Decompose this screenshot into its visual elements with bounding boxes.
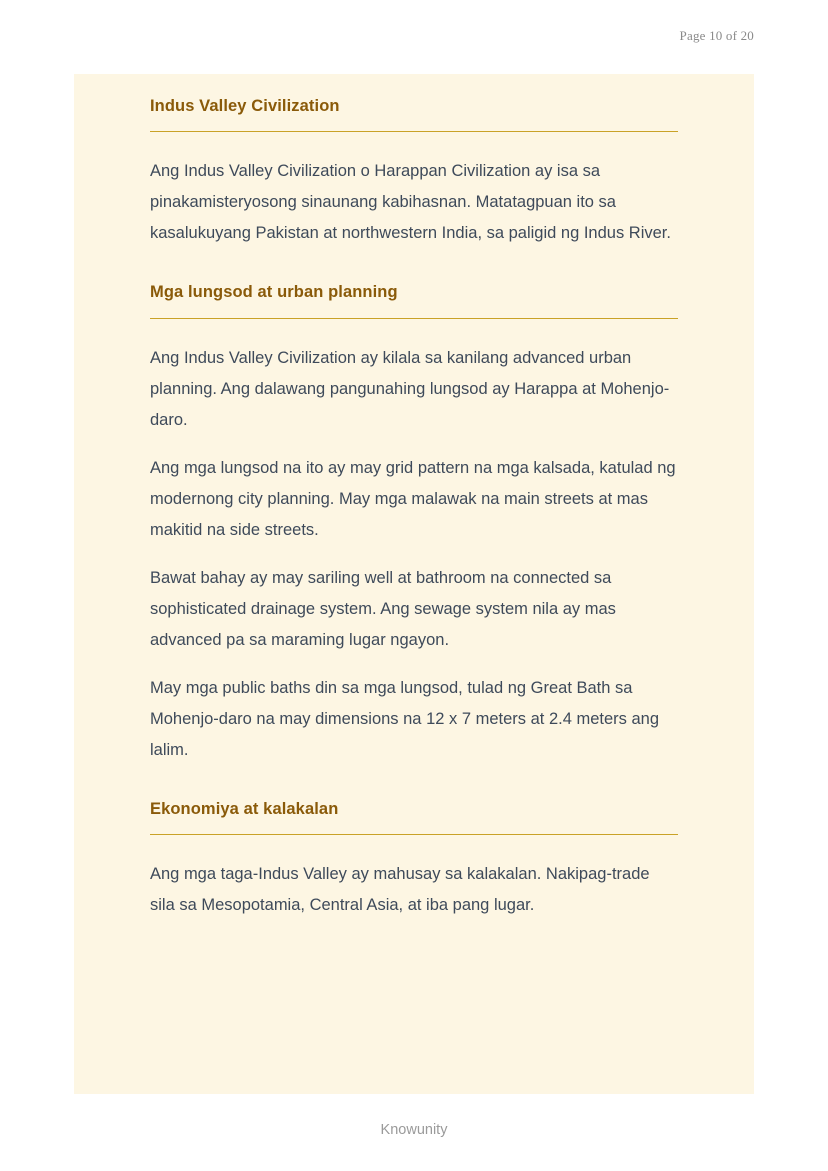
document-section	[150, 96, 678, 249]
paragraph: Ang mga lungsod na ito ay may grid pattern na mga kalsada, katulad ng modernong city planning. May mga malawak na main streets at mas makitid na side streets.	[150, 458, 676, 539]
section-heading: Ekonomiya at kalakalan	[150, 799, 339, 818]
document-content-card	[74, 74, 754, 1094]
section-heading: Mga lungsod at urban planning	[150, 283, 398, 302]
page-indicator: Page 10 of 20	[679, 28, 754, 43]
document-body	[74, 96, 680, 921]
footer-brand: Knowunity	[380, 1122, 448, 1138]
paragraph: Ang mga taga-Indus Valley ay mahusay sa kalakalan. Nakipag-trade sila sa Mesopotamia, Central Asia, at iba pang lugar.	[150, 865, 650, 915]
section-heading: Indus Valley Civilization	[150, 97, 340, 115]
paragraph: Ang Indus Valley Civilization o Harappan Civilization ay isa sa pinakamisteryosong sinaunang kabihasnan. Matatagpuan ito sa kasalukuyang Pakistan at northwestern India, sa paligid ng Indus River.	[150, 162, 671, 243]
document-section	[150, 282, 678, 765]
document-section	[150, 799, 678, 921]
paragraph: Ang Indus Valley Civilization ay kilala sa kanilang advanced urban planning. Ang dalawang pangunahing lungsod ay Harappa at Mohenjo-daro.	[150, 348, 670, 429]
paragraph: Bawat bahay ay may sariling well at bathroom na connected sa sophisticated drainage system. Ang sewage system nila ay mas advanced pa sa maraming lugar ngayon.	[150, 568, 616, 649]
paragraph: May mga public baths din sa mga lungsod, tulad ng Great Bath sa Mohenjo-daro na may dimensions na 12 x 7 meters at 2.4 meters ang lalim.	[150, 678, 660, 759]
